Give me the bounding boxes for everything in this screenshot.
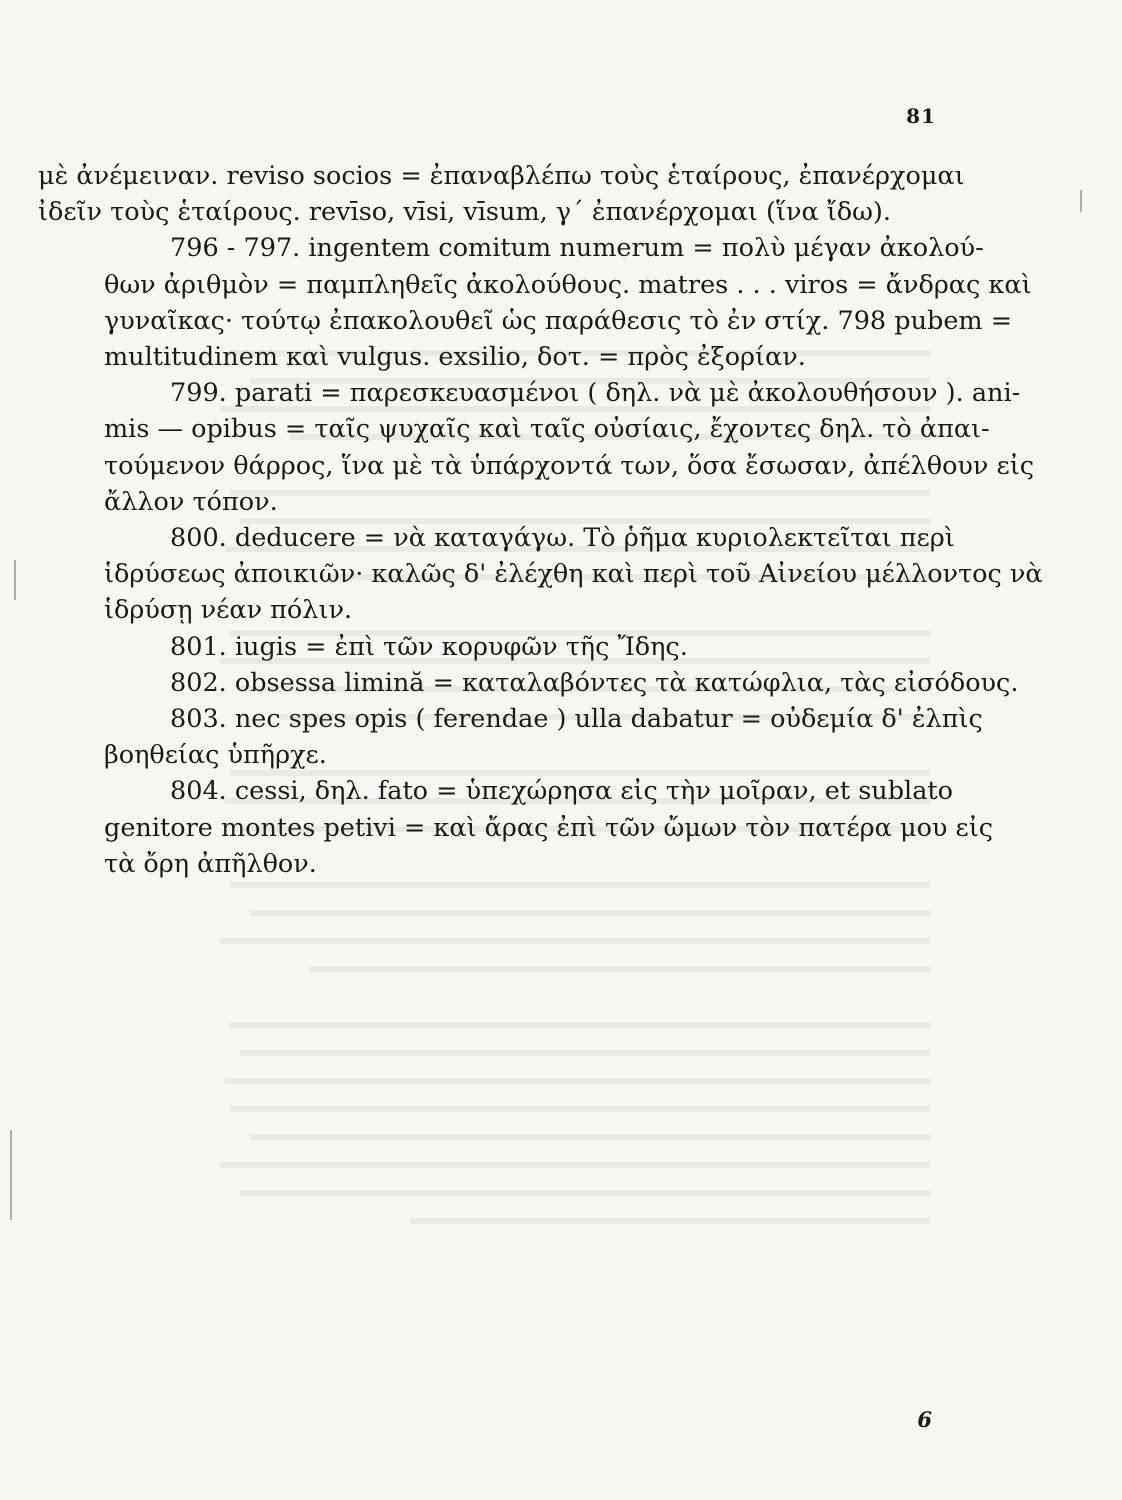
- text-line: ἱδρύσῃ νέαν πόλιν.: [104, 595, 353, 626]
- text-line: γυναῖκας· τούτῳ ἐπακολουθεῖ ὡς παράθεσις τὸ ἐν στίχ. 798 pubem =: [104, 305, 1013, 336]
- page-number: 81: [906, 104, 936, 128]
- margin-mark: [10, 1130, 12, 1220]
- text-line: 802. obsessa limină = καταλαβόντες τὰ κατώφλια, τὰς εἰσόδους.: [170, 667, 1019, 698]
- text-line: multitudinem καὶ vulgus. exsilio, δοτ. = πρὸς ἐξορίαν.: [104, 342, 806, 373]
- paragraph-799: [38, 375, 1035, 520]
- text-line: ἰδεῖν τοὺς ἑταίρους. revīso, vīsi, vīsum, γ΄ ἐπανέρχομαι (ἵνα ἴδω).: [38, 197, 891, 228]
- text-line: genitore montes petivi = καὶ ἄρας ἐπὶ τῶν ὤμων τὸν πατέρα μου εἰς: [104, 812, 994, 843]
- margin-mark: [1080, 190, 1082, 212]
- text-line: mis — opibus = ταῖς ψυχαῖς καὶ ταῖς οὐσίαις, ἔχοντες δηλ. τὸ ἀπαι-: [104, 414, 990, 445]
- text-line: θων ἀριθμὸν = παμπληθεῖς ἀκολούθους. matres . . . viros = ἄνδρας καὶ: [104, 269, 1032, 300]
- paragraph-802: [38, 665, 1019, 701]
- paragraph-800: [38, 520, 1043, 629]
- paragraph-804: [38, 773, 994, 882]
- text-line: 796 - 797. ingentem comitum numerum = πολὺ μέγαν ἀκολού-: [170, 233, 984, 264]
- text-line: 799. parati = παρεσκευασμένοι ( δηλ. νὰ μὲ ἀκολουθήσουν ). ani-: [170, 378, 1021, 409]
- margin-mark: [14, 560, 16, 600]
- paragraph-796-797: [38, 230, 1032, 375]
- text-line: βοηθείας ὑπῆρχε.: [104, 740, 327, 771]
- signature-mark: 6: [917, 1407, 932, 1432]
- text-line: τὰ ὄρη ἀπῆλθον.: [104, 848, 317, 879]
- text-line: 801. iugis = ἐπὶ τῶν κορυφῶν τῆς Ἴδης.: [170, 631, 688, 662]
- text-line: 804. cessi, δηλ. fato = ὑπεχώρησα εἰς τὴν μοῖραν, et sublato: [170, 776, 954, 807]
- text-line: 803. nec spes opis ( ferendae ) ulla dabatur = οὐδεμία δ' ἐλπὶς: [170, 704, 983, 735]
- paragraph-801: [38, 629, 936, 665]
- text-line: ἱδρύσεως ἀποικιῶν· καλῶς δ' ἐλέχθη καὶ περὶ τοῦ Αἰνείου μέλλοντος νὰ: [104, 559, 1043, 590]
- text-line: 800. deducere = νὰ καταγάγω. Τὸ ῥῆμα κυριολεκτεῖται περὶ: [170, 523, 955, 554]
- paragraph-reviso: [38, 158, 965, 230]
- text-line: μὲ ἀνέμειναν. reviso socios = ἐπαναβλέπω τοὺς ἑταίρους, ἐπανέρχομαι: [38, 161, 965, 191]
- text-line: ἄλλον τόπον.: [104, 486, 278, 517]
- commentary-text: [38, 158, 1043, 882]
- text-line: τούμενον θάρρος, ἵνα μὲ τὰ ὑπάρχοντά των, ὅσα ἔσωσαν, ἀπέλθουν εἰς: [104, 450, 1035, 481]
- paragraph-803: [38, 701, 983, 773]
